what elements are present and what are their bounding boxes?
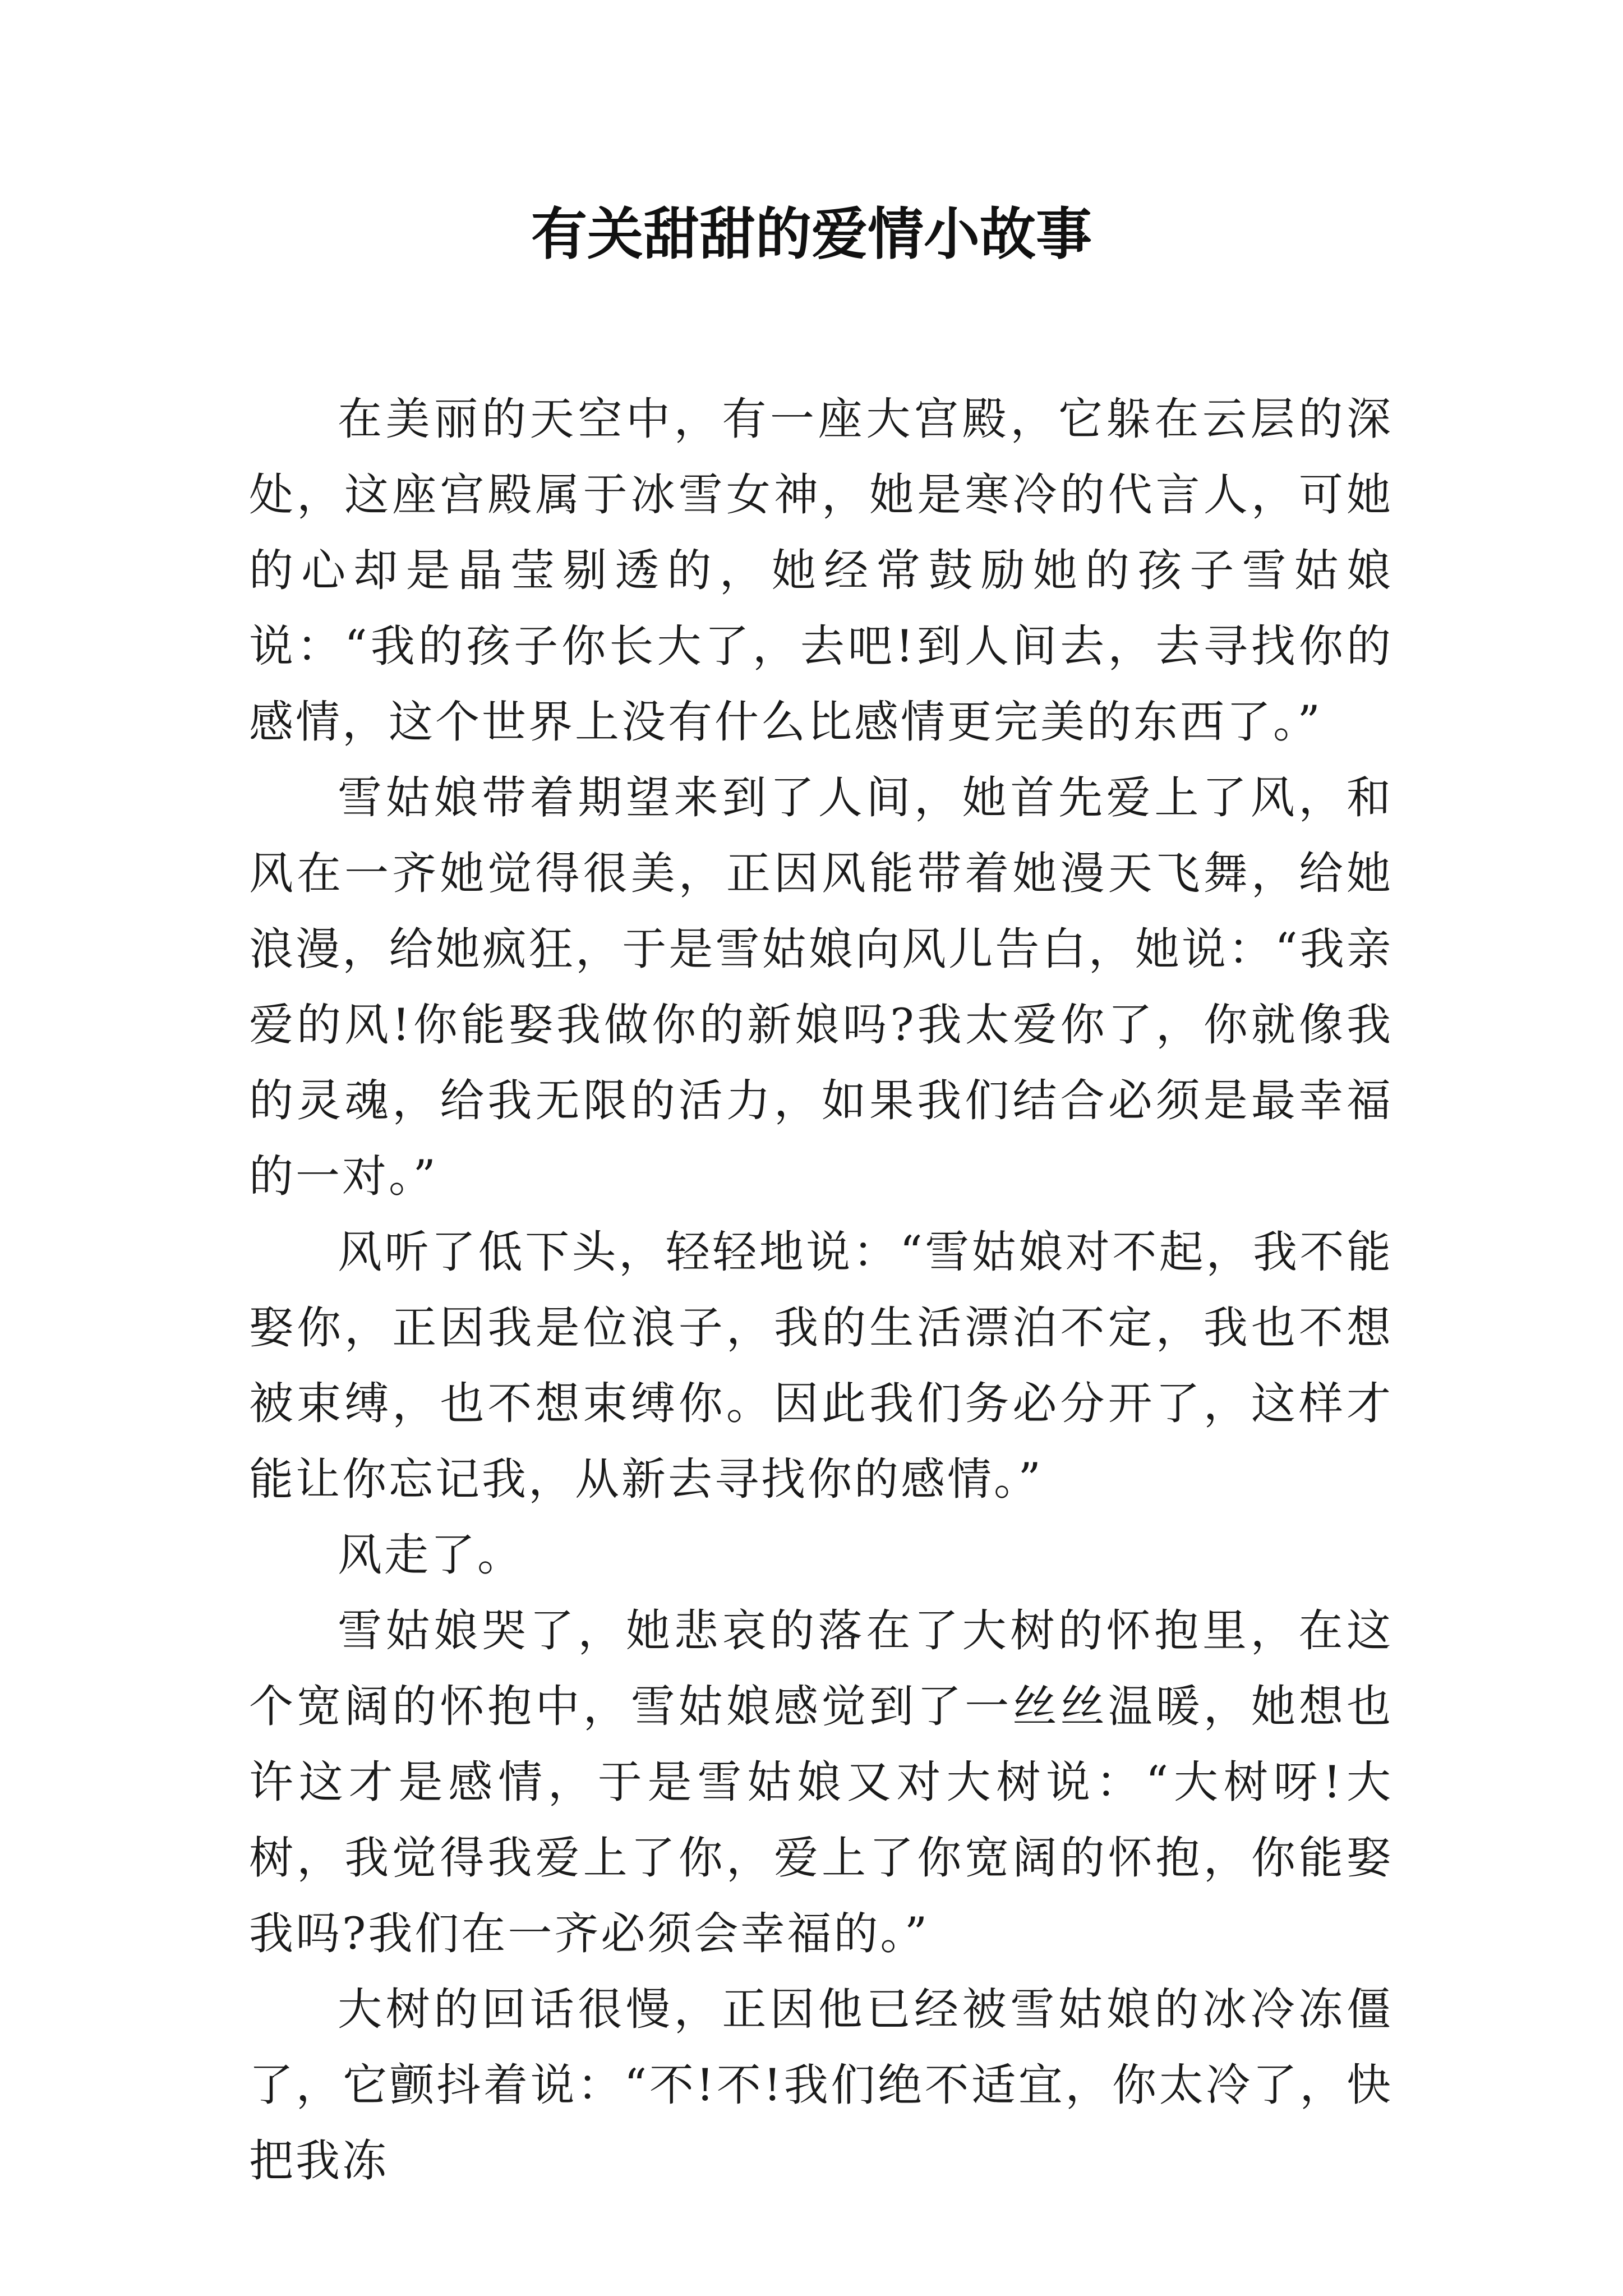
paragraph: 雪姑娘带着期望来到了人间，她首先爱上了风，和风在一齐她觉得很美，正因风能带着她漫天飞舞，给她浪漫，给她疯狂，于是雪姑娘向风儿告白，她说：“我亲爱的风!你能娶我做你的新娘吗?我太爱你了，你就像我的灵魂，给我无限的活力，如果我们结合必须是最幸福的一对。” [249,772,1393,1202]
paragraph: 雪姑娘哭了，她悲哀的落在了大树的怀抱里，在这个宽阔的怀抱中，雪姑娘感觉到了一丝丝温暖，她想也许这才是感情，于是雪姑娘又对大树说：“大树呀!大树，我觉得我爱上了你，爱上了你宽阔的怀抱，你能娶我吗?我们在一齐必须会幸福的。” [249,1605,1393,1959]
document-title: 有关甜甜的爱情小故事 [531,201,1092,267]
paragraph: 风走了。 [338,1529,524,1581]
paragraph: 在美丽的天空中，有一座大宫殿，它躲在云层的深处，这座宫殿属于冰雪女神，她是寒冷的代言人，可她的心却是晶莹剔透的，她经常鼓励她的孩子雪姑娘说：“我的孩子你长大了，去吧!到人间去，去寻找你的感情，这个世界上没有什么比感情更完美的东西了。” [249,393,1393,748]
paragraph: 大树的回话很慢，正因他已经被雪姑娘的冰冷冻僵了，它颤抖着说：“不!不!我们绝不适宜，你太冷了，快把我冻 [249,1984,1393,2187]
paragraph: 风听了低下头，轻轻地说：“雪姑娘对不起，我不能娶你，正因我是位浪子，我的生活漂泊不定，我也不想被束缚，也不想束缚你。因此我们务必分开了，这样才能让你忘记我，从新去寻找你的感情。” [249,1226,1393,1505]
document-body [249,381,1393,2199]
